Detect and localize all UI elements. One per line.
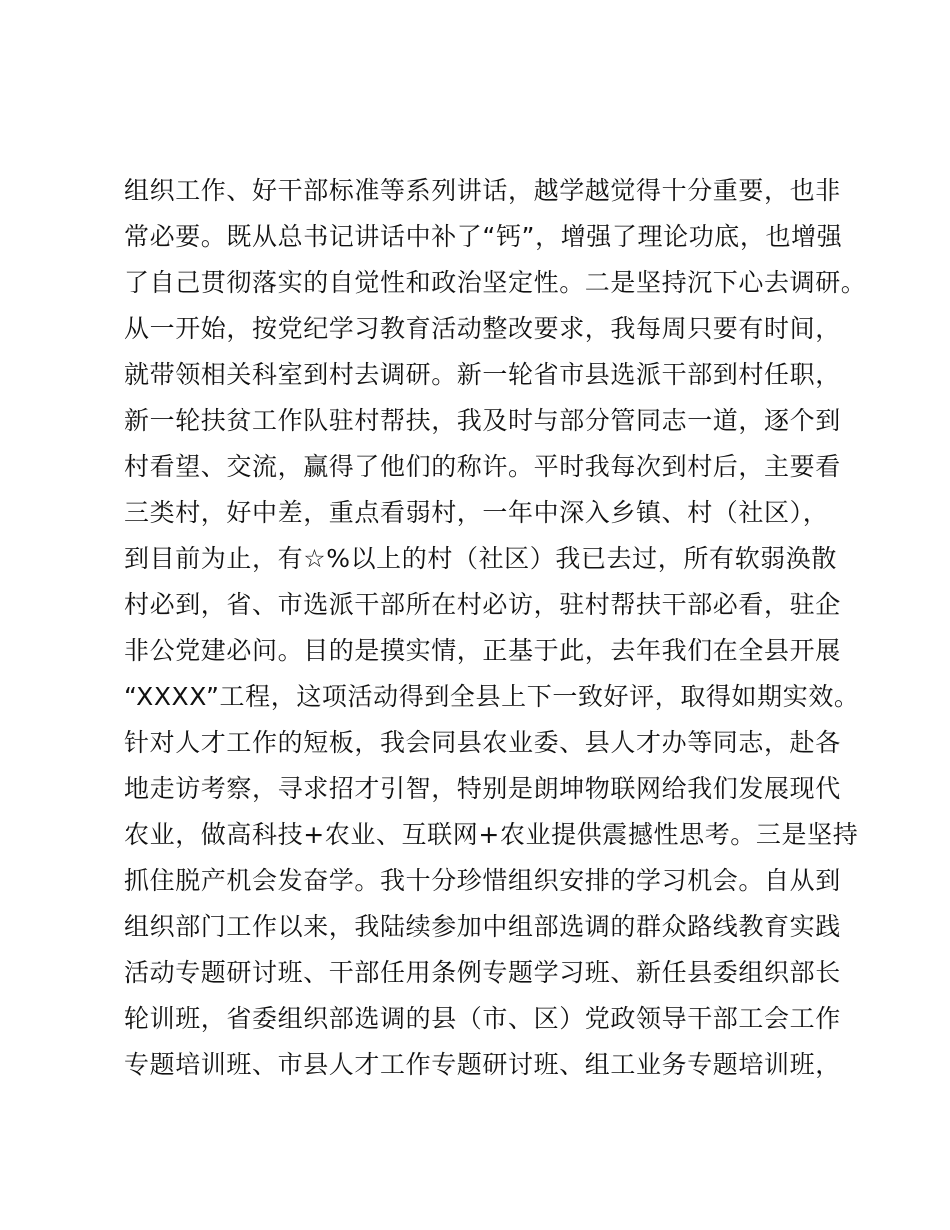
text-line-13: 针对人才工作的短板，我会同县农业委、县人才办等同志，赴各 bbox=[124, 728, 841, 757]
text-line-16: 抓住脱产机会发奋学。我十分珍惜组织安排的学习机会。自从到 bbox=[124, 866, 841, 895]
text-line-2: 常必要。既从总书记讲话中补了“钙”，增强了理论功底，也增强 bbox=[124, 222, 843, 251]
text-line-17: 组织部门工作以来，我陆续参加中组部选调的群众路线教育实践 bbox=[124, 912, 841, 941]
text-line-3: 了自己贯彻落实的自觉性和政治坚定性。二是坚持沉下心去调研。 bbox=[124, 268, 867, 297]
text-line-15: 农业，做高科技+农业、互联网+农业提供震撼性思考。三是坚持 bbox=[124, 820, 859, 849]
text-line-8: 三类村，好中差，重点看弱村，一年中深入乡镇、村（社区）， bbox=[124, 498, 829, 527]
text-line-4: 从一开始，按党纪学习教育活动整改要求，我每周只要有时间， bbox=[124, 314, 841, 343]
text-line-12: “XXXX”工程，这项活动得到全县上下一致好评，取得如期实效。 bbox=[124, 682, 860, 711]
text-line-20: 专题培训班、市县人才工作专题研讨班、组工业务专题培训班， bbox=[124, 1050, 841, 1079]
text-line-14: 地走访考察，寻求招才引智，特别是朗坤物联网给我们发展现代 bbox=[124, 774, 841, 803]
text-line-7: 村看望、交流，赢得了他们的称许。平时我每次到村后，主要看 bbox=[124, 452, 841, 481]
text-line-10: 村必到，省、市选派干部所在村必访，驻村帮扶干部必看，驻企 bbox=[124, 590, 841, 619]
text-line-11: 非公党建必问。目的是摸实情，正基于此，去年我们在全县开展 bbox=[124, 636, 841, 665]
text-line-1: 组织工作、好干部标准等系列讲话，越学越觉得十分重要，也非 bbox=[124, 176, 841, 205]
text-line-5: 就带领相关科室到村去调研。新一轮省市县选派干部到村任职， bbox=[124, 360, 841, 389]
text-line-9: 到目前为止，有☆%以上的村（社区）我已去过，所有软弱涣散 bbox=[124, 544, 837, 573]
text-line-18: 活动专题研讨班、干部任用条例专题学习班、新任县委组织部长 bbox=[124, 958, 841, 987]
text-line-6: 新一轮扶贫工作队驻村帮扶，我及时与部分管同志一道，逐个到 bbox=[124, 406, 841, 435]
text-line-19: 轮训班，省委组织部选调的县（市、区）党政领导干部工会工作 bbox=[124, 1004, 841, 1033]
body-text bbox=[124, 168, 867, 1088]
